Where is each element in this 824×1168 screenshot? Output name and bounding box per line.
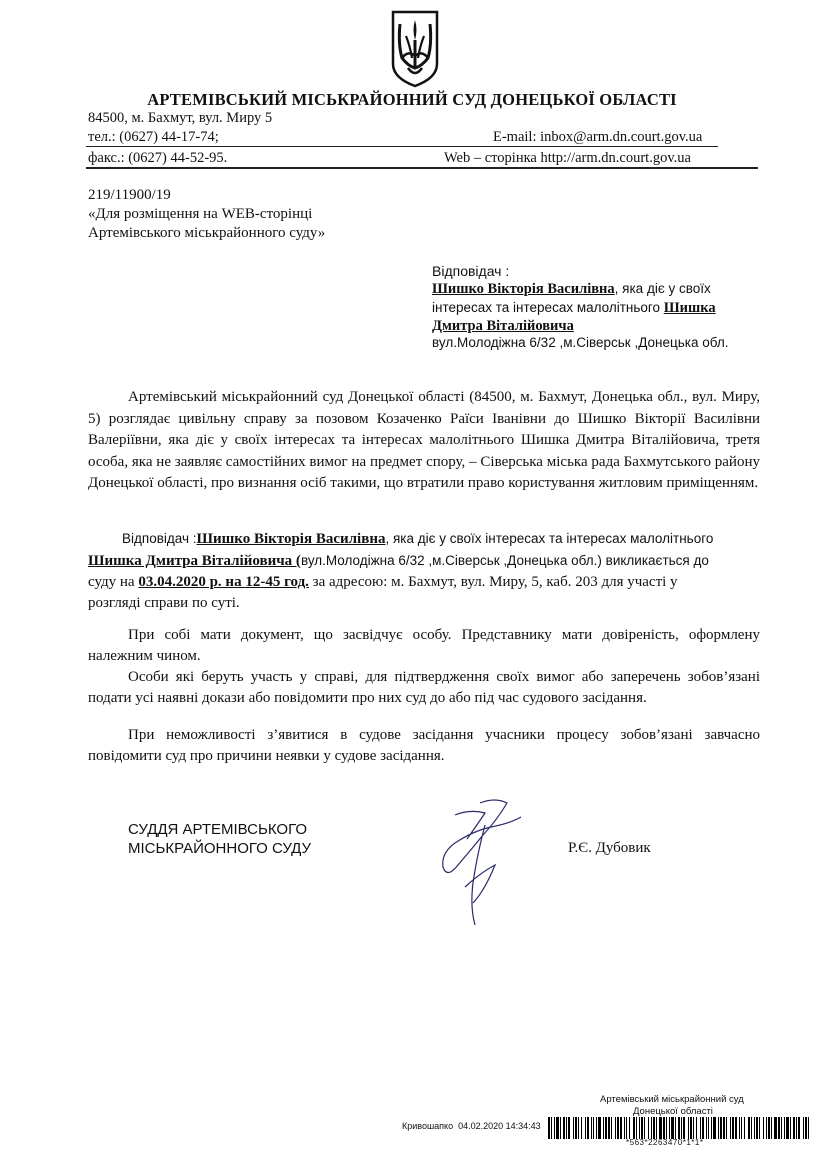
- barcode-bar: [744, 1117, 745, 1139]
- barcode-bar: [675, 1117, 676, 1139]
- barcode-bar: [629, 1117, 630, 1139]
- barcode-bar: [768, 1117, 770, 1139]
- paragraph-case-description: Артемівський міськрайонний суд Донецької області (84500, м. Бахмут, Донецька обл., вул. Миру, 5) розглядає цивільну справу за позовом Козаченко Раїси Іванівни до Шишко Вікторії Василівни Валеріївни, яка діє у своїх інтересах та інтересах малолітнього Шишка Дмитра Віталійовича, третя особа, яка не заявляє самостійних вимог на предмет спору, – Сіверська міська рада Бахмутського району Донецької області, про визнання осіб такими, що втратили право користування житловим приміщенням.: [88, 389, 760, 491]
- barcode-bar: [593, 1117, 594, 1139]
- paragraph-evidence: Особи які беруть участь у справі, для підтвердження своїх вимог або заперечень зобов’язані подати усі наявні докази або повідомити про них суд до або під час судового засідання.: [88, 669, 760, 706]
- barcode-bar: [633, 1117, 635, 1139]
- barcode-bar: [756, 1117, 758, 1139]
- barcode-bar: [648, 1117, 649, 1139]
- barcode-bar: [702, 1117, 704, 1139]
- barcode-bar: [735, 1117, 737, 1139]
- barcode-bar: [605, 1117, 607, 1139]
- barcode-bar: [656, 1117, 657, 1139]
- barcode-bar: [798, 1117, 800, 1139]
- court-phone: тел.: (0627) 44-17-74;: [88, 129, 219, 145]
- summons-label: Відповідач :: [122, 531, 197, 546]
- paragraph-absence: При неможливості з’явитися в судове засідання учасники процесу зобов’язані завчасно повідомити суд про причини неявки у судове засідання.: [88, 727, 760, 764]
- barcode-bar: [786, 1117, 789, 1139]
- summons-line1: [88, 528, 760, 550]
- barcode-bar: [608, 1117, 610, 1139]
- stamp-line1: Артемівський міськрайонний суд: [600, 1094, 744, 1105]
- paragraph-documents: При собі мати документ, що засвідчує особу. Представнику мати довіреність, оформлену належним чином.: [88, 627, 760, 664]
- barcode-bar: [573, 1117, 574, 1139]
- summons-line3: [88, 572, 760, 593]
- barcode-bar: [763, 1117, 764, 1139]
- barcode-bar: [663, 1117, 665, 1139]
- barcode-bar: [683, 1117, 685, 1139]
- barcode-bar: [626, 1117, 627, 1139]
- judge-title-line1: СУДДЯ АРТЕМІВСЬКОГО: [128, 821, 308, 838]
- addressee-label: Відповідач :: [432, 263, 510, 279]
- barcode-bar: [771, 1117, 772, 1139]
- barcode-bar: [778, 1117, 780, 1139]
- barcode-bar: [620, 1117, 622, 1139]
- addressee-line1: [432, 281, 711, 298]
- court-address: 84500, м. Бахмут, вул. Миру 5: [88, 110, 273, 126]
- header-divider-1: [86, 146, 718, 147]
- barcode-bar: [808, 1117, 809, 1139]
- paragraph-summons: [88, 528, 760, 614]
- barcode-bar: [766, 1117, 767, 1139]
- barcode-bar: [653, 1117, 655, 1139]
- summons-name2: Шишка Дмитра Віталійовича (: [88, 553, 301, 569]
- web-note-line2: Артемівського міськрайонного суду»: [88, 225, 326, 241]
- barcode-bar: [568, 1117, 570, 1139]
- barcode-bar: [784, 1117, 785, 1139]
- barcode-bar: [751, 1117, 752, 1139]
- addressee-name2b: Дмитра Віталійовича: [432, 318, 574, 334]
- summons-name1: Шишко Вікторія Василівна: [196, 531, 386, 547]
- barcode-bar: [759, 1117, 760, 1139]
- barcode-bar: [739, 1117, 740, 1139]
- barcode-bar: [641, 1117, 643, 1139]
- barcode-bar: [732, 1117, 734, 1139]
- barcode-bar: [611, 1117, 612, 1139]
- barcode-bar: [688, 1117, 689, 1139]
- barcode-bar: [696, 1117, 697, 1139]
- barcode-bar: [700, 1117, 701, 1139]
- barcode-bar: [693, 1117, 694, 1139]
- barcode-bar: [690, 1117, 692, 1139]
- barcode-bar: [581, 1117, 582, 1139]
- barcode-icon: [548, 1117, 810, 1139]
- summons-line4: розгляді справи по суті.: [88, 595, 240, 611]
- barcode-bar: [681, 1117, 682, 1139]
- court-title: АРТЕМІВСЬКИЙ МІСЬКРАЙОННИЙ СУД ДОНЕЦЬКОЇ ОБЛАСТІ: [147, 90, 677, 109]
- addressee-name2a: Шишка: [663, 300, 716, 316]
- barcode-bar: [575, 1117, 577, 1139]
- barcode-bar: [596, 1117, 597, 1139]
- barcode-bar: [615, 1117, 616, 1139]
- barcode-bar: [706, 1117, 707, 1139]
- barcode-bar: [566, 1117, 567, 1139]
- barcode-bar: [720, 1117, 722, 1139]
- summons-line2: [88, 550, 760, 572]
- summons-text4: за адресою: м. Бахмут, вул. Миру, 5, каб. 203 для участі у: [308, 574, 678, 590]
- addressee-line2: [432, 300, 716, 317]
- barcode-bar: [754, 1117, 755, 1139]
- barcode-bar: [671, 1117, 674, 1139]
- addressee-address: вул.Молодіжна 6/32 ,м.Сіверськ ,Донецька обл.: [432, 335, 729, 350]
- web-note-line1: «Для розміщення на WEB-сторінці: [88, 206, 313, 222]
- barcode-bar: [796, 1117, 797, 1139]
- barcode-bar: [548, 1117, 550, 1139]
- barcode-bar: [644, 1117, 645, 1139]
- barcode-text: *563*2263470*1*1*: [626, 1138, 704, 1147]
- addressee-text2: інтересах та інтересах малолітнього: [432, 300, 661, 315]
- barcode-bar: [713, 1117, 716, 1139]
- barcode-bar: [805, 1117, 807, 1139]
- barcode-bar: [669, 1117, 670, 1139]
- court-email: E-mail: inbox@arm.dn.court.gov.ua: [493, 129, 703, 145]
- barcode-bar: [678, 1117, 680, 1139]
- judge-title-line2: МІСЬКРАЙОННОГО СУДУ: [128, 840, 312, 857]
- barcode-bar: [591, 1117, 592, 1139]
- barcode-bar: [560, 1117, 561, 1139]
- barcode-bar: [781, 1117, 782, 1139]
- barcode-bar: [556, 1117, 559, 1139]
- barcode-bar: [551, 1117, 552, 1139]
- stamp-line2: Донецької області: [633, 1106, 713, 1117]
- barcode-bar: [603, 1117, 604, 1139]
- barcode-bar: [803, 1117, 804, 1139]
- judge-name: Р.Є. Дубовик: [568, 840, 651, 856]
- barcode-bar: [748, 1117, 750, 1139]
- summons-text1: , яка діє у своїх інтересах та інтересах малолітнього: [385, 531, 714, 546]
- barcode-bar: [790, 1117, 791, 1139]
- barcode-bar: [659, 1117, 662, 1139]
- barcode-bar: [711, 1117, 712, 1139]
- addressee-text1: , яка діє у своїх: [614, 281, 711, 296]
- clerk-timestamp: Кривошапко 04.02.2020 14:34:43: [402, 1121, 541, 1131]
- barcode-bar: [666, 1117, 667, 1139]
- addressee-name1: Шишко Вікторія Василівна: [432, 281, 615, 297]
- barcode-bar: [587, 1117, 589, 1139]
- barcode-bar: [617, 1117, 619, 1139]
- barcode-bar: [793, 1117, 795, 1139]
- header-divider-2: [86, 167, 758, 169]
- barcode-bar: [624, 1117, 625, 1139]
- summons-text3: суду на: [88, 574, 139, 590]
- court-website: Web – сторінка http://arm.dn.court.gov.ua: [444, 150, 691, 166]
- barcode-bar: [718, 1117, 719, 1139]
- barcode-bar: [598, 1117, 601, 1139]
- barcode-bar: [554, 1117, 555, 1139]
- handwritten-signature-icon: [425, 795, 530, 935]
- barcode-bar: [741, 1117, 742, 1139]
- barcode-bar: [726, 1117, 727, 1139]
- barcode-bar: [774, 1117, 777, 1139]
- case-number: 219/11900/19: [88, 187, 171, 203]
- summons-text2: вул.Молодіжна 6/32 ,м.Сіверськ ,Донецька обл.) викликається до: [300, 553, 709, 568]
- barcode-bar: [636, 1117, 637, 1139]
- coat-of-arms-emblem-icon: [390, 10, 440, 88]
- barcode-bar: [639, 1117, 640, 1139]
- court-fax: факс.: (0627) 44-52-95.: [88, 150, 228, 166]
- barcode-bar: [730, 1117, 731, 1139]
- barcode-bar: [585, 1117, 586, 1139]
- barcode-bar: [708, 1117, 709, 1139]
- summons-date: 03.04.2020 р. на 12-45 год.: [138, 574, 309, 590]
- barcode-bar: [563, 1117, 565, 1139]
- barcode-bar: [578, 1117, 579, 1139]
- barcode-bar: [651, 1117, 652, 1139]
- barcode-bar: [723, 1117, 725, 1139]
